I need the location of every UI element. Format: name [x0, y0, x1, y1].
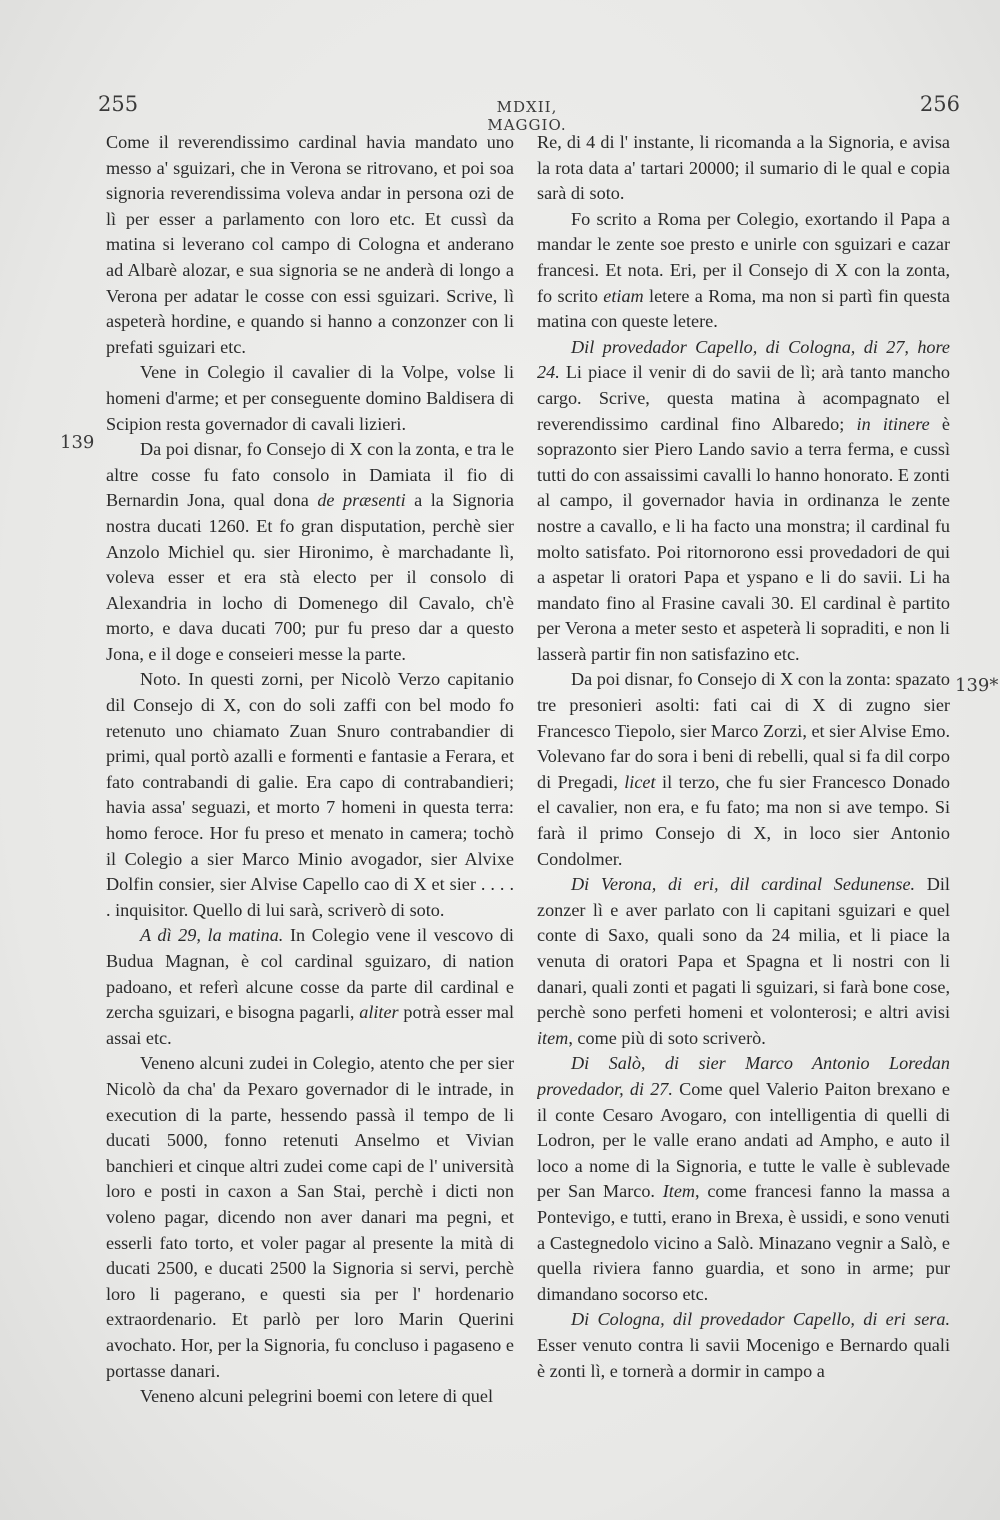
italic-text: Di Cologna, dil provedador Capello, di eri sera. [571, 1309, 950, 1330]
paragraph [537, 130, 950, 207]
paragraph [537, 1307, 950, 1384]
paragraph [106, 1384, 514, 1410]
italic-text: licet [624, 771, 656, 792]
text-run: letere a Roma, ma non si partì fin questa matina con queste letere. [537, 285, 950, 332]
paragraph [537, 207, 950, 335]
text-run: il terzo, che fu sier Francesco Donado el cavalier, non era, e fu fato; ma non si ave tempo. Si farà il primo Consejo di X, in loco sier Antonio Condolmer. [537, 771, 950, 869]
italic-text: Item [662, 1181, 696, 1202]
text-run: Veneno alcuni pelegrini boemi con letere di quel [140, 1386, 494, 1407]
text-run: Come il reverendissimo cardinal havia mandato uno messo a' sguizari, che in Verona se ritrovano, et poi soa signoria reverendissima voleva andar in persona ozi de lì per esser a parlamento con loro etc. Et cussì da matina si leverano col campo di Cologna et anderano ad Albarè alozar, e sua signoria se ne anderà di longo a Verona per adatar le cosse con essi sguizari. Scrive, lì aspeterà hordine, e quando si hanno a conzonzer con li prefati sguizari etc. [106, 132, 514, 357]
paragraph [106, 1051, 514, 1384]
text-run: è soprazonto sier Piero Lando savio a terra ferma, e cussì tutti do con assaissimi cavalli lo hanno honorato. E zonti al campo, il governador havia in ordinanza le zente nostre a cavallo, e li ha facto una monstra; il cardinal fu molto satisfato. Poi ritornorono essi provedadori de qui a aspetar li oratori Papa et yspano e li do savii. Li ha mandato fino al Frasine cavali 30. El cardinal è partito per Verona a meter sesto et aspeterà li sopraditi, e non li lasserà partir fin non satisfazino etc. [537, 413, 950, 664]
italic-text: aliter [359, 1002, 399, 1023]
text-run: Vene in Colegio il cavalier di la Volpe, volse li homeni d'arme; et per conseguente domino Baldisera di Scipion resta governador di cavali lizieri. [106, 362, 514, 434]
italic-text: de præsenti [317, 490, 406, 511]
text-run: a la Signoria nostra ducati 1260. Et fo gran disputation, perchè sier Anzolo Michiel qu. sier Hironimo, è marchadante lì, voleva esser et era stà electo per il consolo di Alexandria in locho di Domenego dil Cavalo, ch'è morto, e dava ducati 700; pur fu preso dar a questo Jona, e il doge e conseieri messe la parte. [106, 490, 514, 664]
text-run: Dil zonzer lì e aver parlato con li capitani sguizari e quel conte di Saxo, quali sono da 24 milia, et li piace la venuta di oratori Papa et Spagna et li nostri con li danari, quali zonti et pagati li sguizari, si farà bone cose, perchè sono perfeti homeni et volonterosi; e altri avisi [537, 874, 950, 1023]
right-column [537, 130, 950, 1420]
paragraph [106, 437, 514, 667]
left-column [106, 130, 514, 1420]
text-run: In Colegio vene il vescovo di Budua Magnan, è col cardinal sguizaro, di nation padoano, et referì alcune cosse da parte dil cardinal e zercha sguizari, e bisogna pagarli, [106, 925, 514, 1023]
paragraph [106, 360, 514, 437]
italic-text: item [537, 1027, 569, 1048]
text-run: Da poi disnar, fo Consejo di X con la zonta: spazato tre presonieri asolti: fati cai di X di zugno sier Francesco Tiepolo, sier Marco Zorzi, et sier Alvise Emo. Volevano far do sora i beni di rebelli, qual si fa dil corpo di Pregadi, [537, 669, 950, 792]
italic-text: A dì 29, la matina. [140, 925, 284, 946]
text-run: Re, di 4 di l' instante, li ricomanda a la Signoria, e avisa la rota data a' tartari 20000; il sumario di le qual e copia sarà di soto. [537, 132, 950, 204]
page-number-left: 255 [98, 92, 139, 116]
paragraph [537, 667, 950, 872]
text-run: Veneno alcuni zudei in Colegio, atento che per sier Nicolò da cha' da Pexaro governador di le intrade, in execution di la parte, hessendo passà il tempo de li ducati 5000, fonno retenuti Anselmo et Vivian banchieri et cinque altri zudei come capi de l' università loro e posti in caxon a San Stai, perchè i dicti non voleno pagar, dicendo non aver danari ma pegni, et esserli fato torto, et voler pagar al presente la mità di ducati 2500, e ducati 2500 la Signoria si servi, perchè loro li pagerano, e questi sia per l' hordenario extraordenario. Et parlò per loro Marin Querini avochato. Hor, per la Signoria, fu concluso i pagaseno e portasse danari. [106, 1053, 514, 1381]
italic-text: etiam [603, 285, 644, 306]
paragraph [537, 872, 950, 1051]
paragraph [537, 1051, 950, 1307]
text-run: Da poi disnar, fo Consejo di X con la zonta, e tra le altre cosse fu fato consolo in Damiata il fio di Bernardin Jona, qual dona [106, 439, 514, 511]
italic-text: Di Verona, di eri, dil cardinal Sedunense. [571, 874, 916, 895]
paragraph [106, 667, 514, 923]
italic-text: Di Salò, di sier Marco Antonio Loredan provedador, di 27. [537, 1053, 950, 1099]
paragraph [106, 923, 514, 1051]
margin-number-right: 139* [955, 675, 999, 696]
text-run: Noto. In questi zorni, per Nicolò Verzo capitanio dil Consejo di X, con do soli zaffi con bel modo fo retenuto uno chiamato Zuan Snuro contrabandier di primi, qual portò azalli e formenti e fantasie a Ferara, et fato contrabandi di galie. Era capo di contrabandieri; havia assa' seguazi, et morto 7 homeni in questa terra: homo feroce. Hor fu preso et menato in camera; tochò il Colegio a sier Marco Minio avogador, sier Alvixe Dolfin consier, sier Alvise Capello cao di X et sier . . . . . inquisitor. Quello di lui sarà, scriverò di soto. [106, 669, 514, 920]
italic-text: in itinere [856, 413, 930, 434]
running-header: MDXII, MAGGIO. [487, 98, 567, 134]
paragraph [537, 335, 950, 668]
page-number-right: 256 [919, 92, 960, 116]
margin-number-left: 139 [60, 432, 95, 453]
text-run: Li piace il venir di do savii de lì; arà tanto mancho cargo. Scrive, questa matina à acompagnato el reverendissimo cardinal fino Albaredo; [537, 362, 950, 434]
text-run: , come francesi fanno la massa a Pontevigo, e tutti, erano in Brexa, è ussidi, e sono venuti a Castegnedolo vicino a Salò. Minazano vegnir a Salò, e quella riviera fanno guardia, et sono in arme; pur dimandano socorso etc. [537, 1181, 950, 1304]
text-run: potrà esser mal assai etc. [106, 1002, 514, 1048]
text-run: , come più di soto scriverò. [568, 1027, 766, 1048]
paragraph [106, 130, 514, 360]
text-run: Esser venuto contra li savii Mocenigo e Bernardo quali è zonti lì, e tornerà a dormir in campo a [537, 1334, 950, 1381]
text-run: Come quel Valerio Paiton brexano e il conte Cesaro Avogaro, con intelligentia di quelli di Lodron, per le valle erano andati ad Ampho, e auto il loco a nome di la Signoria, e tutte le valle è sublevade per San Marco. [537, 1078, 950, 1202]
text-run: Fo scrito a Roma per Colegio, exortando il Papa a mandar le zente soe presto e unirle con sguizari e cazar francesi. Et nota. Eri, per il Consejo di X con la zonta, fo scrito [537, 208, 950, 306]
italic-text: Dil provedador Capello, di Cologna, di 27, hore 24. [537, 336, 950, 383]
